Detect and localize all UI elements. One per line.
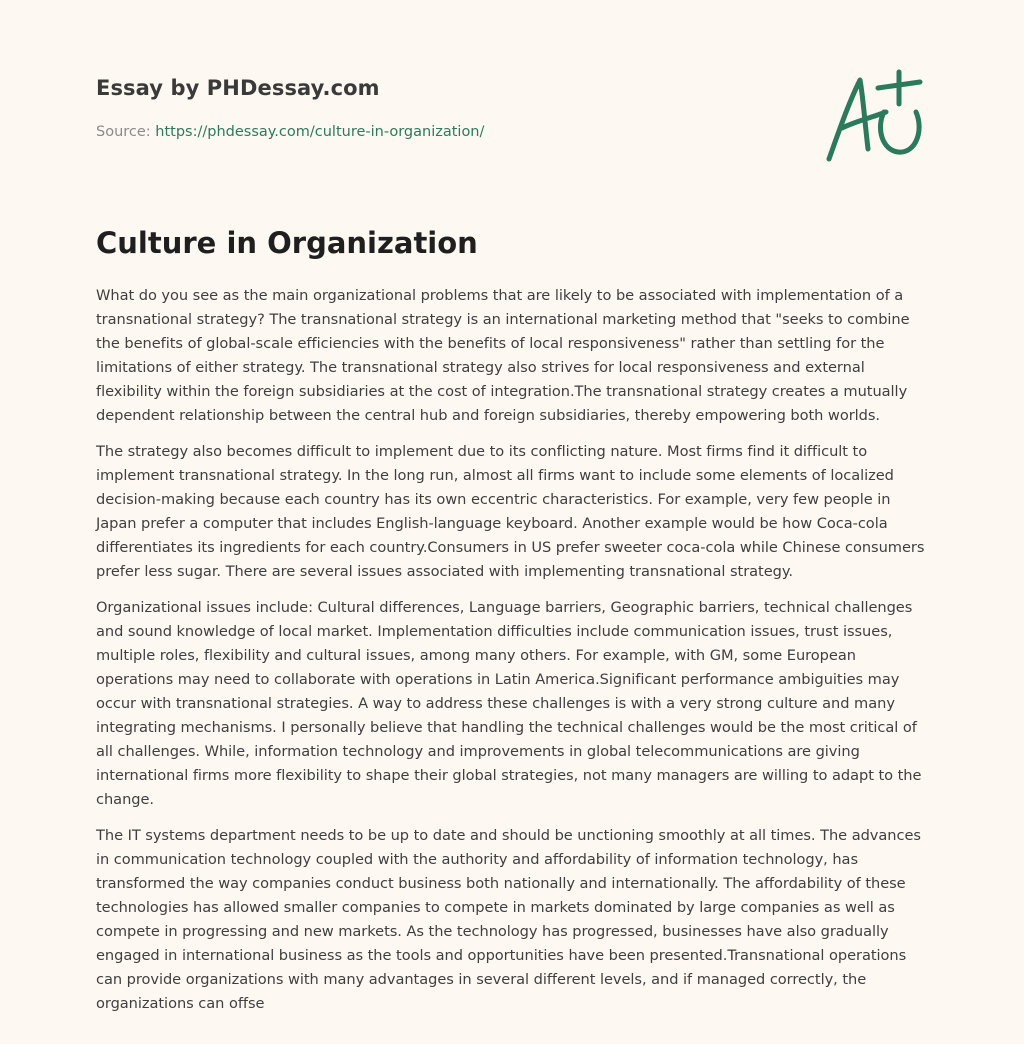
essay-body xyxy=(96,284,932,1028)
a-plus-logo-icon xyxy=(818,66,930,166)
essay-paragraph: The strategy also becomes difficult to implement due to its conflicting nature. Most firms find it difficult to implement transnational strategy. In the long run, almost all firms want to include some elements of localized decision-making because each country has its own eccentric characteristics. For example, very few people in Japan prefer a computer that includes English-language keyboard. Another example would be how Coca-cola differentiates its ingredients for each country.Consumers in US prefer sweeter coca-cola while Chinese consumers prefer less sugar. There are several issues associated with implementing transnational strategy. xyxy=(96,443,925,580)
essay-paragraph: The IT systems department needs to be up to date and should be unctioning smoothly at all times. The advances in communication technology coupled with the authority and affordability of information technology, has transformed the way companies conduct business both nationally and internationally. The affordability of these technologies has allowed smaller companies to compete in markets dominated by large companies as well as compete in progressing and new markets. As the technology has progressed, businesses have also gradually engaged in international business as the tools and opportunities have been presented.Transnational operations can provide organizations with many advantages in several different levels, and if managed correctly, the organizations can offse xyxy=(96,827,921,1012)
source-line xyxy=(96,124,484,140)
source-link[interactable]: https://phdessay.com/culture-in-organization/ xyxy=(155,124,485,140)
site-brand: Essay by PHDessay.com xyxy=(96,76,380,100)
essay-paragraph: Organizational issues include: Cultural differences, Language barriers, Geographic barriers, technical challenges and sound knowledge of local market. Implementation difficulties include communication issues, trust issues, multiple roles, flexibility and cultural issues, among many others. For example, with GM, some European operations may need to collaborate with operations in Latin America.Significant performance ambiguities may occur with transnational strategies. A way to address these challenges is with a very strong culture and many integrating mechanisms. I personally believe that handling the technical challenges would be the most critical of all challenges. While, information technology and improvements in global telecommunications are giving international firms more flexibility to shape their global strategies, not many managers are willing to adapt to the change. xyxy=(96,599,922,808)
source-label: Source: xyxy=(96,124,151,140)
essay-paragraph: What do you see as the main organizational problems that are likely to be associated with implementation of a transnational strategy? The transnational strategy is an international marketing method that "seeks to combine the benefits of global-scale efficiencies with the benefits of local responsiveness" rather than settling for the limitations of either strategy. The transnational strategy also strives for local responsiveness and external flexibility within the foreign subsidiaries at the cost of integration.The transnational strategy creates a mutually dependent relationship between the central hub and foreign subsidiaries, thereby empowering both worlds. xyxy=(96,287,910,424)
essay-title: Culture in Organization xyxy=(96,226,478,260)
